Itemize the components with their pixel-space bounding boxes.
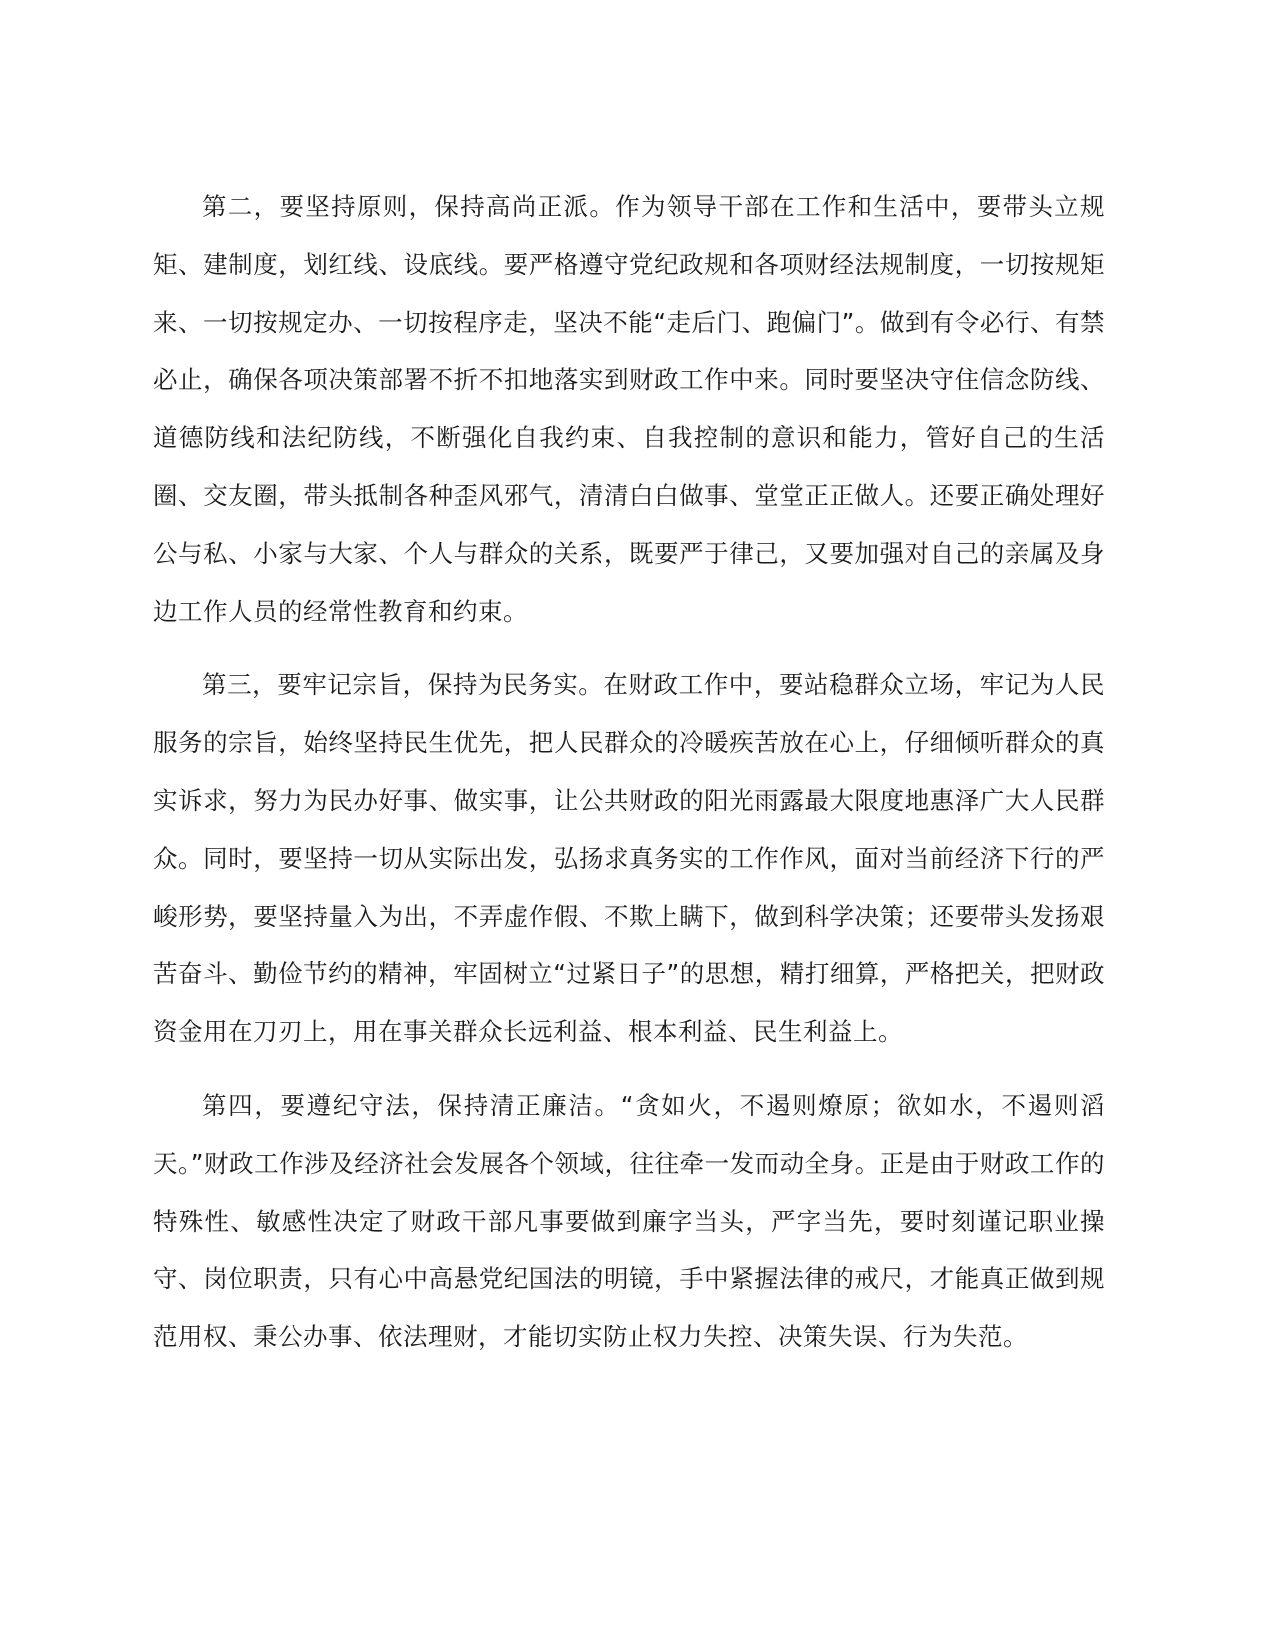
document-body	[153, 178, 1105, 1382]
paragraph-second-principle: 第二，要坚持原则，保持高尚正派。作为领导干部在工作和生活中，要带头立规矩、建制度，划红线、设底线。要严格遵守党纪政规和各项财经法规制度，一切按规矩来、一切按规定办、一切按程序走，坚决不能“走后门、跑偏门”。做到有令必行、有禁必止，确保各项决策部署不折不扣地落实到财政工作中来。同时要坚决守住信念防线、道德防线和法纪防线，不断强化自我约束、自我控制的意识和能力，管好自己的生活圈、交友圈，带头抵制各种歪风邪气，清清白白做事、堂堂正正做人。还要正确处理好公与私、小家与大家、个人与群众的关系，既要严于律己，又要加强对自己的亲属及身边工作人员的经常性教育和约束。	[153, 192, 1105, 626]
paragraph-fourth-discipline: 第四，要遵纪守法，保持清正廉洁。“贪如火，不遏则燎原；欲如水，不遏则滔天。”财政工作涉及经济社会发展各个领域，往往牵一发而动全身。正是由于财政工作的特殊性、敏感性决定了财政干部凡事要做到廉字当头，严字当先，要时刻谨记职业操守、岗位职责，只有心中高悬党纪国法的明镜，手中紧握法律的戒尺，才能真正做到规范用权、秉公办事、依法理财，才能切实防止权力失控、决策失误、行为失范。	[153, 1090, 1105, 1352]
paragraph-third-purpose: 第三，要牢记宗旨，保持为民务实。在财政工作中，要站稳群众立场，牢记为人民服务的宗旨，始终坚持民生优先，把人民群众的冷暖疾苦放在心上，仔细倾听群众的真实诉求，努力为民办好事、做实事，让公共财政的阳光雨露最大限度地惠泽广大人民群众。同时，要坚持一切从实际出发，弘扬求真务实的工作作风，面对当前经济下行的严峻形势，要坚持量入为出，不弄虚作假、不欺上瞒下，做到科学决策；还要带头发扬艰苦奋斗、勤俭节约的精神，牢固树立“过紧日子”的思想，精打细算，严格把关，把财政资金用在刀刃上，用在事关群众长远利益、根本利益、民生利益上。	[153, 670, 1105, 1047]
